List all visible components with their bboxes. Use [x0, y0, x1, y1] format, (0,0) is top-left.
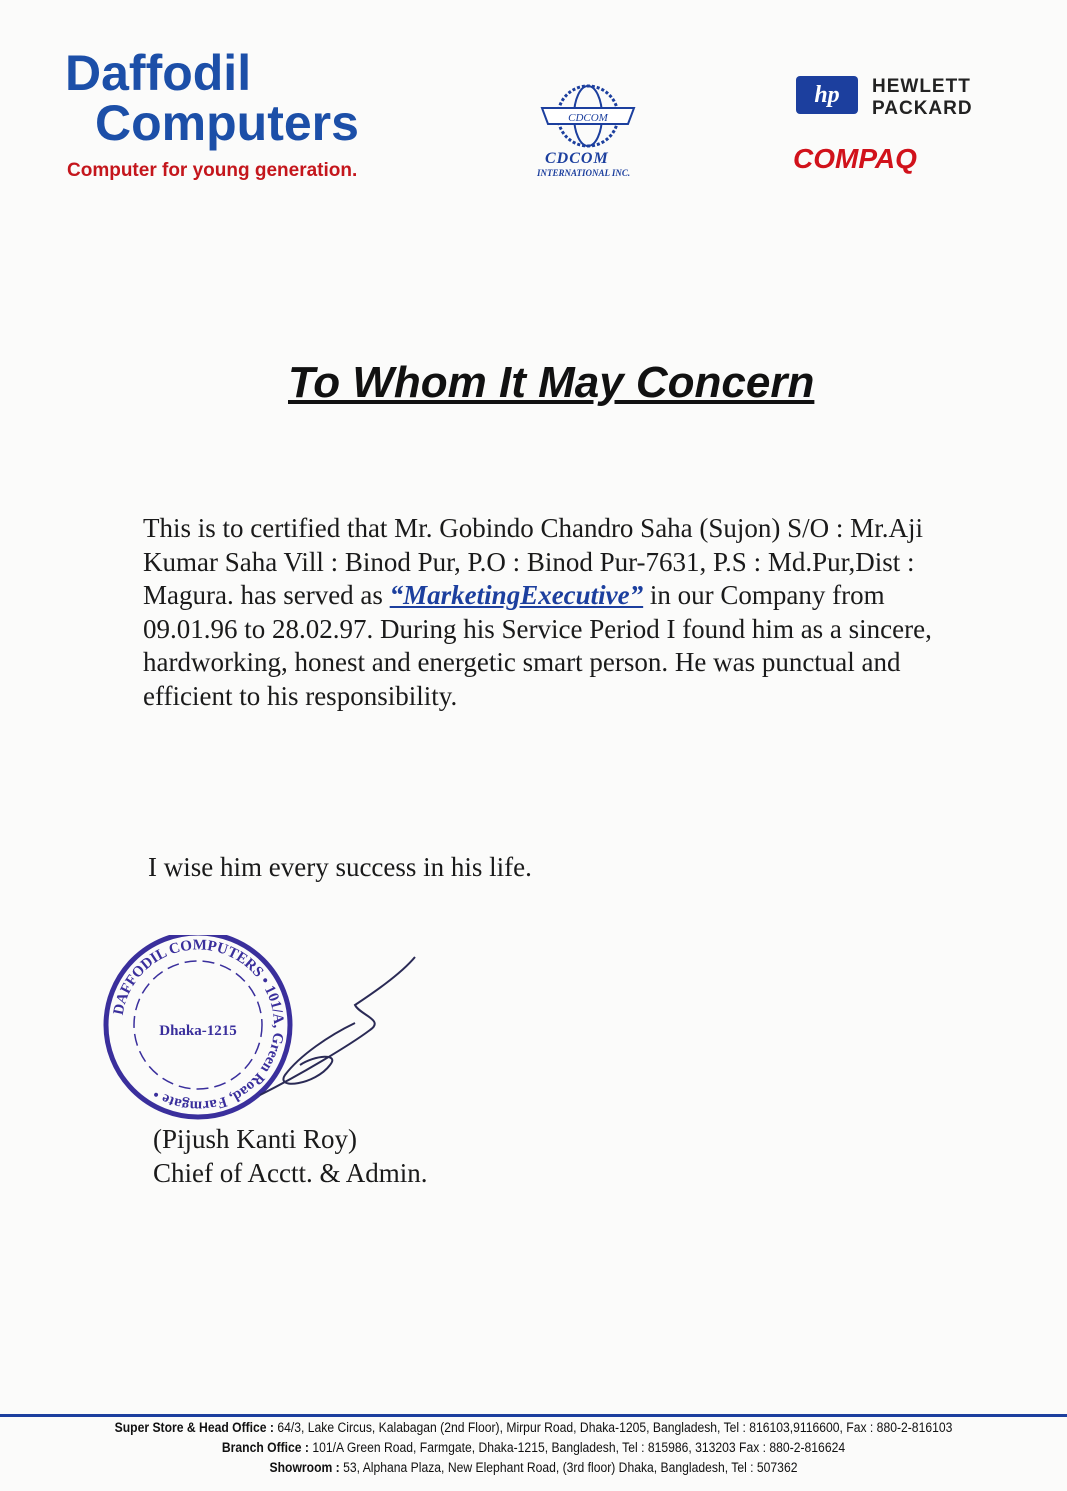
footer-divider	[0, 1414, 1067, 1417]
footer-branch-office: Branch Office : 101/A Green Road, Farmgate, Dhaka-1215, Bangladesh, Tel : 815986, 313203 Fax : 880-2-816624	[221, 1440, 846, 1455]
cdcom-globe-logo	[538, 82, 638, 152]
company-logo-line2: Computers	[95, 95, 359, 151]
footer-showroom: Showroom : 53, Alphana Plaza, New Elephant Road, (3rd floor) Dhaka, Bangladesh, Tel : 507362	[269, 1460, 798, 1475]
signatory-name: (Pijush Kanti Roy)	[153, 1124, 358, 1154]
stamp-arc-text: DAFFODIL COMPUTERS • 101/A, Green Road, Farmgate •	[110, 937, 287, 1114]
hp-logo: hp	[796, 76, 858, 114]
footer-head-office: Super Store & Head Office : 64/3, Lake Circus, Kalabagan (2nd Floor), Mirpur Road, Dhaka-1205, Bangladesh, Tel : 816103,9116600, Fax : 880-2-816103	[114, 1420, 953, 1435]
stamp-center-text: Dhaka-1215	[159, 1023, 237, 1039]
signatory-title: Chief of Acctt. & Admin.	[153, 1158, 428, 1188]
role-text: “MarketingExecutive”	[389, 580, 644, 611]
closing-wish: I wise him every success in his life.	[148, 852, 532, 882]
letter-title: To Whom It May Concern	[288, 358, 815, 407]
letter-body	[143, 512, 963, 714]
company-stamp	[100, 935, 430, 1130]
hp-line2: PACKARD	[872, 98, 973, 119]
hp-name	[872, 76, 973, 120]
cdcom-globe-text: CDCOM	[568, 112, 608, 124]
company-tagline: Computer for young generation.	[67, 160, 358, 181]
company-logo-line1: Daffodil	[65, 45, 252, 101]
cdcom-subtitle: INTERNATIONAL INC.	[537, 168, 631, 178]
cdcom-name: CDCOM	[545, 150, 609, 167]
body-text: This is to certified that Mr. Gobindo Chandro Saha (Sujon) S/O : Mr.Aji Kumar Saha Vill : Binod Pur, P.O : Binod Pur-7631, P.S : Md.Pur,Dist : Magura. has served as	[143, 513, 923, 611]
body-text-end: in our Company from 09.01.96 to 28.02.97. During his Service Period I found him as a sincere, hardworking, honest and energetic smart person. He was punctual and efficient to his responsibility.	[143, 580, 932, 711]
footer-addresses	[53, 1418, 1013, 1478]
signatory	[153, 1122, 427, 1190]
hp-line1: HEWLETT	[872, 76, 971, 97]
compaq-logo: COMPAQ	[793, 143, 917, 174]
